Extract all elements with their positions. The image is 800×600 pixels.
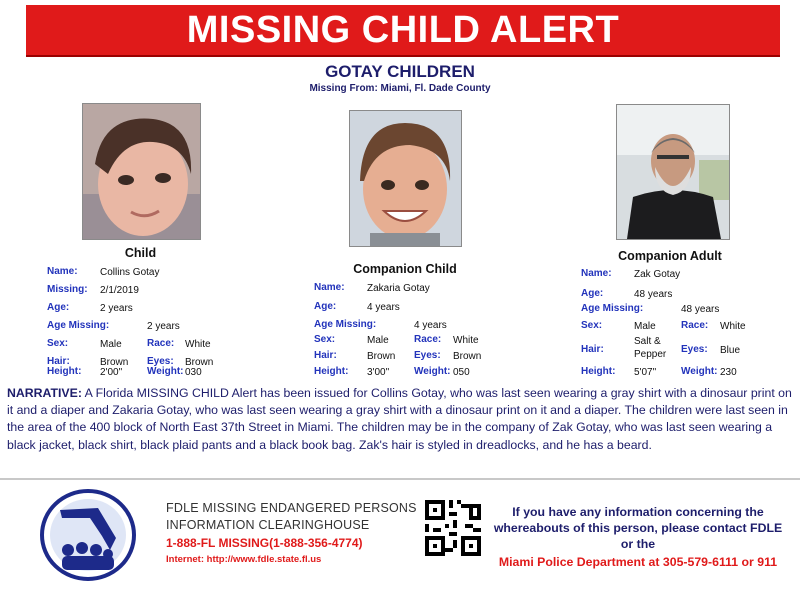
- child-sex: Male: [100, 339, 122, 350]
- companion-child-age-missing: 4 years: [414, 320, 447, 331]
- companion-adult-sex: Male: [634, 321, 656, 332]
- child-heading: Child: [124, 246, 157, 260]
- companion-child-photo-zakaria: [349, 110, 462, 247]
- child-photo-collins: [82, 103, 201, 240]
- child-hair: Brown: [100, 357, 129, 368]
- companion-child-sex: Male: [367, 335, 389, 346]
- sex-label: Sex:: [47, 338, 69, 349]
- companion-adult-hair-line1: Salt &: [634, 336, 661, 347]
- name-label: Name:: [581, 268, 612, 279]
- companion-adult-eyes: Blue: [720, 345, 741, 356]
- companion-child-age: 4 years: [367, 302, 400, 313]
- missing-label: Missing:: [47, 284, 88, 295]
- companion-adult-age: 48 years: [634, 289, 673, 300]
- org-name-line2: INFORMATION CLEARINGHOUSE: [166, 518, 370, 532]
- child-eyes: Brown: [185, 357, 214, 368]
- companion-child-height: 3'00": [367, 367, 390, 378]
- hotline-phone[interactable]: 1-888-FL MISSING(1-888-356-4774): [166, 536, 363, 550]
- narrative: [7, 385, 797, 454]
- companion-adult-hair-line2: Pepper: [634, 349, 667, 360]
- clearinghouse-logo: [38, 488, 138, 587]
- child-height: 2'00": [100, 367, 123, 378]
- age-missing-label: Age Missing:: [47, 320, 110, 331]
- race-label: Race:: [681, 320, 709, 331]
- companion-adult-weight: 230: [720, 367, 737, 378]
- companion-adult-heading: Companion Adult: [618, 249, 722, 263]
- contact-line2: whereabouts of this person, please contact FDLE: [493, 521, 783, 535]
- eyes-label: Eyes:: [147, 356, 174, 367]
- eyes-label: Eyes:: [681, 344, 708, 355]
- website-link[interactable]: Internet: http://www.fdle.state.fl.us: [166, 554, 322, 565]
- hair-label: Hair:: [314, 350, 337, 361]
- weight-label: Weight:: [147, 366, 184, 377]
- child-age-missing: 2 years: [147, 321, 180, 332]
- sex-label: Sex:: [314, 334, 336, 345]
- hair-label: Hair:: [47, 356, 70, 367]
- contact-line3: or the: [620, 537, 656, 551]
- race-label: Race:: [147, 338, 175, 349]
- missing-from: Missing From: Miami, Fl. Dade County: [309, 83, 491, 94]
- companion-child-hair: Brown: [367, 351, 396, 362]
- companion-adult-age-missing: 48 years: [681, 304, 720, 315]
- companion-adult-photo-zak: [616, 104, 730, 240]
- child-race: White: [185, 339, 211, 350]
- companion-adult-name: Zak Gotay: [634, 269, 681, 280]
- narrative-label: NARRATIVE:: [7, 386, 82, 400]
- weight-label: Weight:: [681, 366, 718, 377]
- companion-child-weight: 050: [453, 367, 470, 378]
- narrative-text: A Florida MISSING CHILD Alert has been issued for Collins Gotay, who was last seen wearing a gray shirt with a dinosaur print on it and a diaper and Zakaria Gotay, who was last seen wearing a gray shirt with a dinosaur print on it and a diaper. The children were last seen in the area of the 400 block of North East 37th Street in Miami. The children may be in the company of Zak Gotay, who was last seen wearing a black jacket, black shirt, black plaid pants and a black book bag. Zak's hair is styled in dreadlocks, and he has a beard.: [7, 386, 792, 452]
- footer-divider: [0, 478, 800, 480]
- companion-child-race: White: [453, 335, 479, 346]
- child-age: 2 years: [100, 303, 133, 314]
- name-label: Name:: [47, 266, 78, 277]
- companion-child-heading: Companion Child: [353, 262, 457, 276]
- child-weight: 030: [185, 367, 202, 378]
- org-name-line1: FDLE MISSING ENDANGERED PERSONS: [166, 501, 417, 515]
- height-label: Height:: [47, 366, 82, 377]
- weight-label: Weight:: [414, 366, 451, 377]
- companion-adult-height: 5'07": [634, 367, 657, 378]
- age-missing-label: Age Missing:: [581, 303, 644, 314]
- missing-date: 2/1/2019: [100, 285, 139, 296]
- height-label: Height:: [581, 366, 616, 377]
- height-label: Height:: [314, 366, 349, 377]
- contact-line1: If you have any information concerning the: [512, 505, 764, 519]
- race-label: Race:: [414, 334, 442, 345]
- age-label: Age:: [581, 288, 604, 299]
- name-label: Name:: [314, 282, 345, 293]
- page-title: GOTAY CHILDREN: [325, 62, 475, 81]
- sex-label: Sex:: [581, 320, 603, 331]
- companion-child-name: Zakaria Gotay: [367, 283, 430, 294]
- age-label: Age:: [47, 302, 70, 313]
- hair-label: Hair:: [581, 344, 604, 355]
- companion-adult-race: White: [720, 321, 746, 332]
- qr-code[interactable]: [425, 500, 481, 561]
- alert-banner: MISSING CHILD ALERT: [26, 5, 780, 57]
- contact-line4[interactable]: Miami Police Department at 305-579-6111 or 911: [498, 555, 778, 569]
- child-name: Collins Gotay: [100, 267, 160, 278]
- age-label: Age:: [314, 301, 337, 312]
- eyes-label: Eyes:: [414, 350, 441, 361]
- companion-child-eyes: Brown: [453, 351, 482, 362]
- age-missing-label: Age Missing:: [314, 319, 377, 330]
